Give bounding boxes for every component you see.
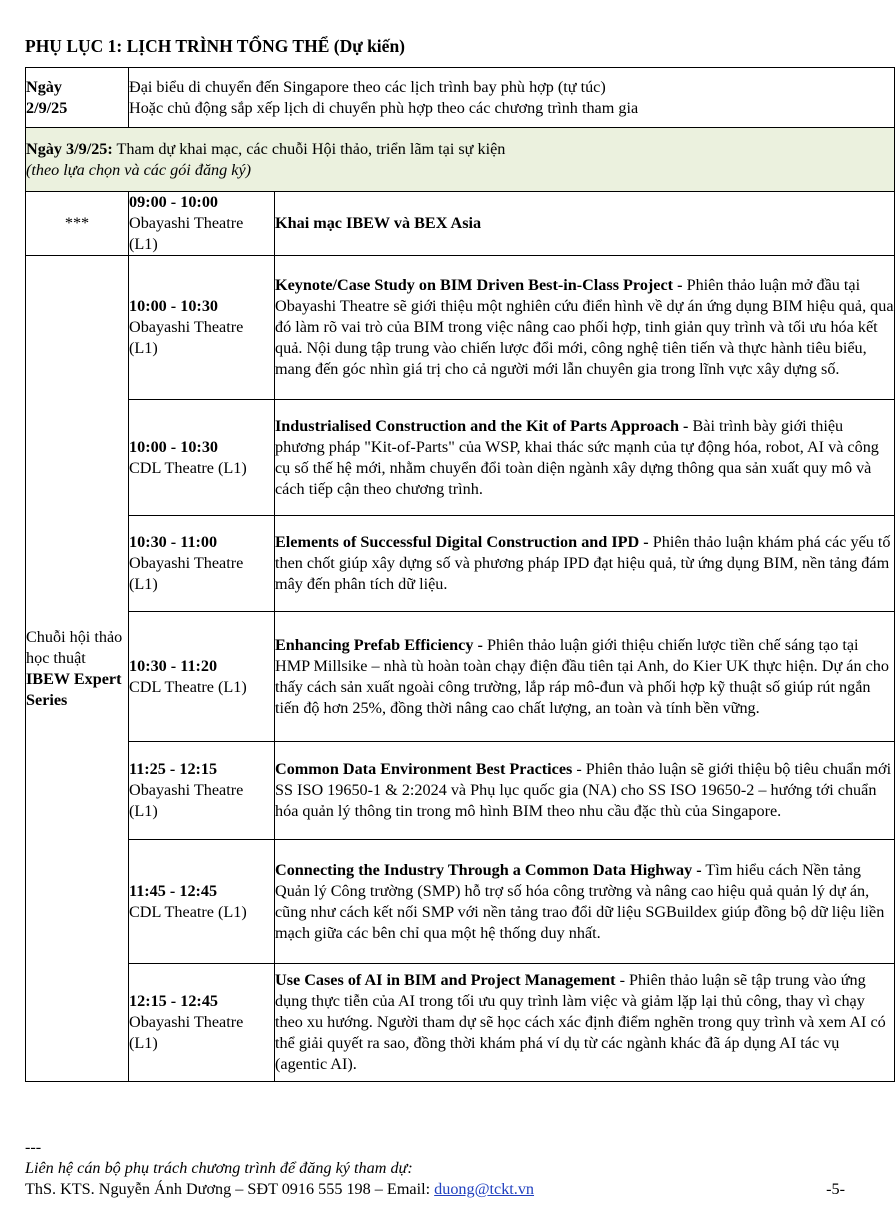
session-time-cell	[129, 840, 275, 964]
session-time: 10:00 - 10:30	[129, 437, 219, 456]
session-row	[26, 256, 895, 400]
day2-cell	[26, 128, 895, 192]
footer-note: Liên hệ cán bộ phụ trách chương trình để đăng ký tham dự:	[25, 1159, 413, 1177]
session-desc-cell	[275, 400, 895, 516]
day1-label	[26, 68, 129, 128]
opening-venue: Obayashi Theatre (L1)	[129, 214, 244, 253]
session-venue: CDL Theatre (L1)	[129, 458, 247, 477]
day1-label-line1: Ngày	[26, 77, 62, 96]
session-desc-cell	[275, 964, 895, 1082]
session-desc: Phiên thảo luận mở đầu tại Obayashi Theatre sẽ giới thiệu một nghiên cứu điển hình về dự án ứng dụng BIM hiệu quả, qua đó làm rõ vai trò của BIM trong việc nâng cao phối hợp, tinh giản quy trình và tối ưu hóa kết quả. Nội dung tập trung vào chiến lược đổi mới, công nghệ tiên tiến và thực hành tiêu biểu, mang đến góc nhìn giá trị cho cả người mới lẫn chuyên gia trong lĩnh vực xây dựng số.	[275, 276, 894, 378]
session-time: 10:30 - 11:20	[129, 656, 218, 675]
opening-time-cell	[129, 192, 275, 256]
session-desc: Phiên thảo luận giới thiệu chiến lược tiền chế sáng tạo tại HMP Millsike – nhà tù hoàn toàn chạy điện đầu tiên tại Anh, do Kier UK thực hiện. Dự án cho thấy cách sản xuất ngoài công trường, lắp ráp mô-đun và phối hợp kỹ thuật số giúp rút ngắn tiến độ hơn 25%, đồng thời nâng cao chất lượng, an toàn và tính bền vững.	[275, 635, 889, 717]
session-venue: Obayashi Theatre (L1)	[129, 781, 244, 820]
session-time-cell	[129, 256, 275, 400]
session-title: Use Cases of AI in BIM and Project Management	[275, 971, 616, 989]
day2-text: Tham dự khai mạc, các chuỗi Hội thảo, triển lãm tại sự kiện	[112, 139, 506, 158]
opening-time: 09:00 - 10:00	[129, 193, 219, 211]
series-label-bold: IBEW Expert Series	[26, 669, 122, 709]
session-desc: Phiên thảo luận khám phá các yếu tố then chốt giúp xây dựng số và phương pháp IPD đạt hiệu quả, từ ứng dụng BIM, nền tảng đám mây đến phân tích dữ liệu.	[275, 533, 891, 593]
day1-label-line2: 2/9/25	[26, 98, 68, 117]
session-time: 10:00 - 10:30	[129, 297, 219, 315]
session-desc-cell	[275, 516, 895, 612]
footer-contact: ThS. KTS. Nguyễn Ánh Dương – SĐT 0916 555 198 – Email:	[25, 1180, 435, 1198]
schedule-table	[25, 67, 895, 1082]
session-desc: - Phiên thảo luận sẽ tập trung vào ứng dụng thực tiễn của AI trong tối ưu quy trình làm việc và giảm lặp lại thủ công, thay vì chạy theo xu hướng. Người tham dự sẽ học cách xác định điểm nghẽn trong quy trình và xem AI có thể giải quyết ra sao, đồng thời khám phá ví dụ từ các ngành khác đã áp dụng AI tác vụ (agentic AI).	[275, 971, 886, 1073]
footer-separator: ---	[25, 1138, 42, 1156]
session-row	[26, 516, 895, 612]
footer	[25, 1137, 865, 1200]
session-time: 10:30 - 11:00	[129, 533, 218, 551]
session-time-cell	[129, 400, 275, 516]
opening-marker: ***	[26, 192, 129, 256]
session-row	[26, 400, 895, 516]
session-row	[26, 742, 895, 840]
session-venue: Obayashi Theatre (L1)	[129, 1013, 244, 1052]
day1-row	[26, 68, 895, 128]
session-desc: Bài trình bày giới thiệu phương pháp "Kit-of-Parts" của WSP, khai thác sức mạnh của tự động hóa, robot, AI và công cụ số thế hệ mới, nhằm chuyển đổi toàn diện ngành xây dựng thông qua sản xuất quy mô và cách tiếp cận theo chương trình.	[275, 416, 879, 498]
session-time-cell	[129, 516, 275, 612]
day2-label: Ngày 3/9/25:	[26, 139, 113, 158]
day1-text	[129, 68, 895, 128]
session-time: 11:25 - 12:15	[129, 760, 218, 778]
session-desc-cell	[275, 256, 895, 400]
day1-text-line1: Đại biểu di chuyển đến Singapore theo các lịch trình bay phù hợp (tự túc)	[129, 77, 606, 96]
session-time: 12:15 - 12:45	[129, 992, 219, 1010]
session-desc: - Phiên thảo luận sẽ giới thiệu bộ tiêu chuẩn mới SS ISO 19650-1 & 2:2024 và Phụ lục quốc gia (NA) cho SS ISO 19650-2 – hướng tới chuẩn hóa quản lý thông tin trong mô hình BIM theo nhu cầu đặc thù của Singapore.	[275, 760, 892, 820]
email-link[interactable]: duong@tckt.vn	[434, 1180, 535, 1198]
session-time-cell	[129, 742, 275, 840]
session-time: 11:45 - 12:45	[129, 881, 218, 900]
day1-text-line2: Hoặc chủ động sắp xếp lịch di chuyển phù hợp theo các chương trình tham gia	[129, 98, 639, 117]
session-venue: CDL Theatre (L1)	[129, 677, 247, 696]
series-label-cell	[26, 256, 129, 1082]
session-venue: Obayashi Theatre (L1)	[129, 554, 244, 593]
session-title: Industrialised Construction and the Kit of Parts Approach -	[275, 416, 689, 435]
day2-note: (theo lựa chọn và các gói đăng ký)	[26, 160, 252, 179]
session-title: Keynote/Case Study on BIM Driven Best-in-Class Project -	[275, 276, 683, 294]
session-venue: Obayashi Theatre (L1)	[129, 318, 244, 357]
session-title: Connecting the Industry Through a Common Data Highway -	[275, 860, 702, 879]
session-venue: CDL Theatre (L1)	[129, 902, 247, 921]
series-label-prefix: Chuỗi hội thảo học thuật	[26, 627, 123, 667]
session-time-cell	[129, 964, 275, 1082]
session-title: Elements of Successful Digital Construction and IPD -	[275, 533, 649, 551]
page-number: -5-	[826, 1180, 845, 1198]
opening-title: Khai mạc IBEW và BEX Asia	[275, 214, 482, 232]
session-desc-cell	[275, 742, 895, 840]
session-title: Enhancing Prefab Efficiency -	[275, 635, 483, 654]
opening-row	[26, 192, 895, 256]
session-time-cell	[129, 612, 275, 742]
session-title: Common Data Environment Best Practices	[275, 760, 573, 778]
opening-desc-cell	[275, 192, 895, 256]
footer-contact-line	[25, 1179, 865, 1200]
session-desc-cell	[275, 612, 895, 742]
session-row	[26, 840, 895, 964]
day2-row	[26, 128, 895, 192]
session-desc: Tìm hiểu cách Nền tảng Quản lý Công trường (SMP) hỗ trợ số hóa công trường và nâng cao hiệu quả quản lý dự án, cũng như cách kết nối SMP với nền tảng trao đổi dữ liệu SGBuildex giúp đồng bộ dữ liệu liền mạch giữa các bên chỉ qua một hệ thống duy nhất.	[275, 860, 885, 942]
session-row	[26, 964, 895, 1082]
session-row	[26, 612, 895, 742]
page-title: PHỤ LỤC 1: LỊCH TRÌNH TỔNG THỂ (Dự kiến)	[25, 36, 406, 56]
session-desc-cell	[275, 840, 895, 964]
